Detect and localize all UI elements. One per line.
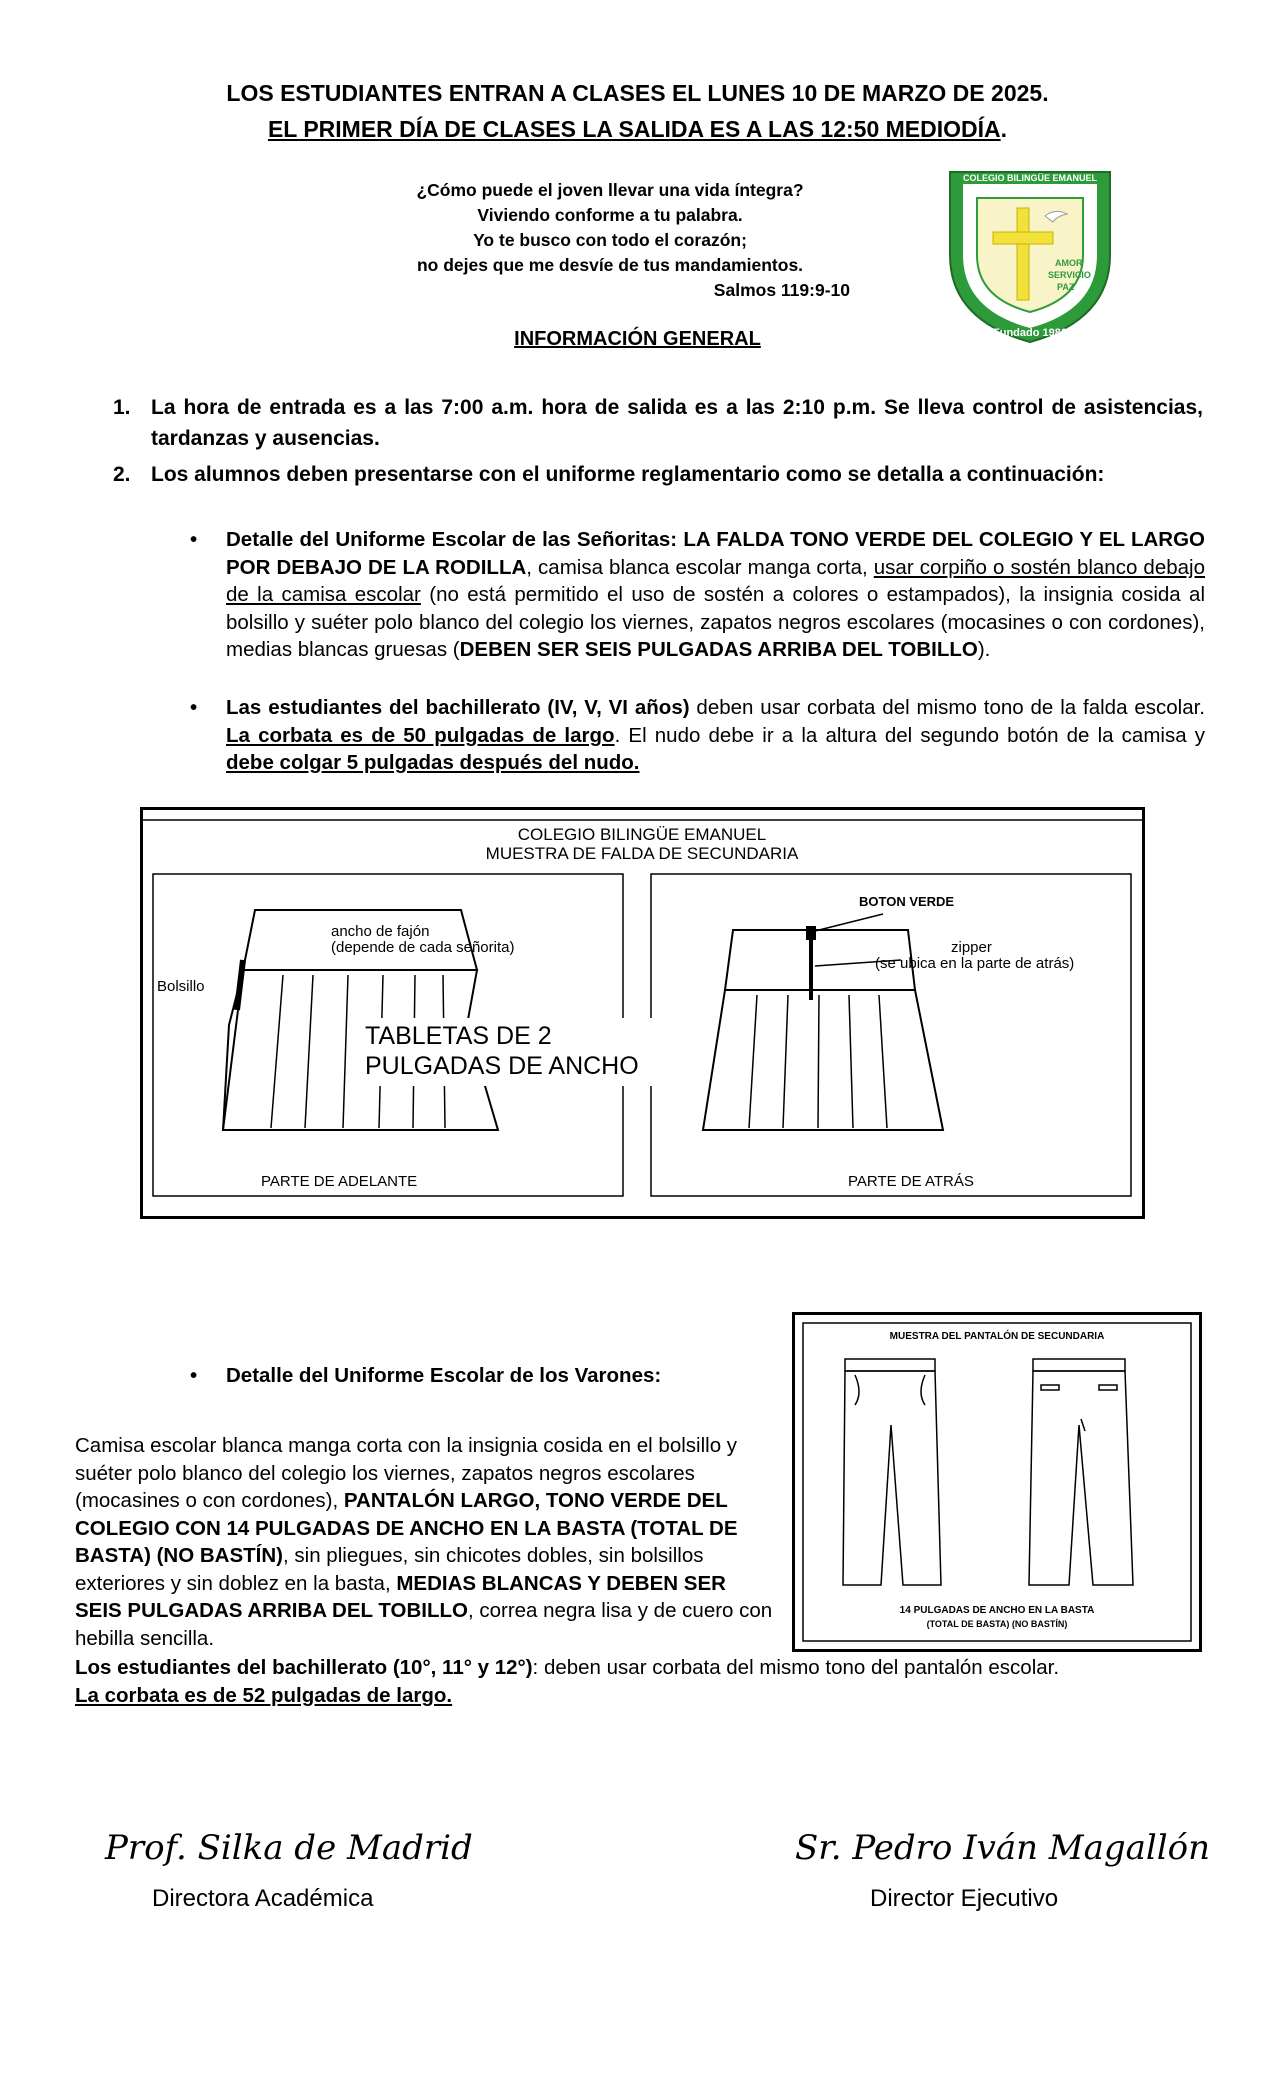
girls-text-1: , camisa blanca escolar manga corta,	[526, 555, 874, 579]
skirt-button-label: BOTON VERDE	[859, 894, 955, 909]
boys-pants-rule: PANTALÓN LARGO, TONO VERDE DEL COLEGIO CON 14 PULGADAS DE ANCHO EN LA BASTA (TOTAL DE BASTA) (NO BASTÍN)	[75, 1489, 738, 1567]
info-item-1-number: 1.	[113, 396, 131, 419]
info-item-1-text: La hora de entrada es a las 7:00 a.m. hora de salida es a las 2:10 p.m. Se lleva control de asistencias, tardanzas y ausencias.	[151, 396, 1203, 450]
role-academic-director: Directora Académica	[152, 1885, 374, 1912]
boys-socks-rule: MEDIAS BLANCAS Y DEBEN SER SEIS PULGADAS ARRIBA DEL TOBILLO	[75, 1571, 726, 1622]
boys-uniform-detail	[75, 1432, 775, 1652]
header-line-1: LOS ESTUDIANTES ENTRAN A CLASES EL LUNES 10 DE MARZO DE 2025.	[226, 80, 1049, 106]
bullet-icon: •	[190, 528, 198, 551]
boys-tie-heading: Los estudiantes del bachillerato (10°, 11° y 12°)	[75, 1656, 533, 1679]
logo-motto-3: PAZ	[1057, 282, 1075, 292]
girls-text-2: (no está permitido el uso de sostén a colores o estampados), la insignia cosida al bolsillo y suéter polo blanco del colegio los viernes, zapatos negros escolares (mocasines o con cordones), medias blancas gruesas (	[226, 583, 1205, 661]
skirt-waist-note: (depende de cada señorita)	[331, 939, 515, 956]
girls-tie-text-2: . El nudo debe ir a la altura del segundo botón de la camisa y	[614, 723, 1205, 747]
info-item-2-number: 2.	[113, 463, 131, 486]
skirt-pleats-label-1: TABLETAS DE 2	[365, 1022, 552, 1050]
girls-skirt-rule: LA FALDA TONO VERDE DEL COLEGIO Y EL LARGO POR DEBAJO DE LA RODILLA	[226, 528, 1205, 579]
signature-executive-director: Sr. Pedro Iván Magallón	[795, 1828, 1211, 1868]
pants-title: MUESTRA DEL PANTALÓN DE SECUNDARIA	[889, 1331, 1105, 1342]
girls-tie-length: La corbata es de 50 pulgadas de largo	[226, 723, 615, 747]
logo-motto-2: SERVICIO	[1048, 270, 1091, 280]
boys-tie-text: : deben usar corbata del mismo tono del pantalón escolar.	[532, 1656, 1060, 1679]
bullet-icon: •	[190, 1364, 198, 1387]
boys-tie-detail	[75, 1654, 1225, 1709]
skirt-zipper-note: (se ubica en la parte de atrás)	[875, 955, 1075, 972]
info-item-1	[113, 392, 1203, 454]
verse-reference: Salmos 119:9-10	[713, 280, 850, 300]
girls-tie-detail	[190, 694, 1205, 777]
skirt-title-1: COLEGIO BILINGÜE EMANUEL	[517, 825, 767, 844]
skirt-pleats-label-2: PULGADAS DE ANCHO	[365, 1052, 639, 1080]
boys-text-1: Camisa escolar blanca manga corta con la insignia cosida en el bolsillo y suéter polo blanco del colegio los viernes, zapatos negros escolares (mocasines o con cordones),	[75, 1434, 738, 1512]
role-executive-director: Director Ejecutivo	[870, 1885, 1059, 1912]
skirt-zipper-label: zipper	[951, 939, 992, 956]
skirt-diagram	[143, 810, 1142, 1216]
verse-line-4: no dejes que me desvíe de tus mandamientos.	[416, 255, 804, 275]
skirt-diagram-frame	[140, 807, 1145, 1219]
pants-front-drawing	[843, 1359, 941, 1585]
girls-tie-text-1: deben usar corbata del mismo tono de la falda escolar.	[689, 696, 1205, 719]
skirt-pocket-label: Bolsillo	[157, 978, 205, 995]
girls-bra-rule: usar corpiño o sostén blanco debajo de la camisa escolar	[226, 555, 1205, 606]
pants-diagram	[795, 1315, 1199, 1649]
girls-uniform-heading: Detalle del Uniforme Escolar de las Señoritas:	[226, 528, 684, 551]
skirt-waist-label: ancho de fajón	[331, 923, 430, 940]
girls-socks-rule: DEBEN SER SEIS PULGADAS ARRIBA DEL TOBILLO	[459, 638, 978, 661]
boys-uniform-heading: Detalle del Uniforme Escolar de los Varones:	[226, 1364, 662, 1387]
verse-line-2: Viviendo conforme a tu palabra.	[477, 205, 743, 225]
boys-uniform-heading-row	[190, 1362, 810, 1390]
info-item-2	[113, 459, 1203, 490]
boys-text-3: , correa negra lisa y de cuero con hebilla sencilla.	[75, 1599, 773, 1650]
verse-line-1: ¿Cómo puede el joven llevar una vida íntegra?	[416, 180, 804, 200]
skirt-front-caption: PARTE DE ADELANTE	[261, 1173, 418, 1190]
bullet-icon: •	[190, 696, 198, 719]
pants-back-drawing	[1029, 1359, 1133, 1585]
header-line-2-suffix: .	[1000, 116, 1008, 142]
school-crest-logo	[935, 160, 1125, 350]
header-line-2-text: EL PRIMER DÍA DE CLASES LA SALIDA ES A LAS 12:50 MEDIODÍA	[267, 116, 1001, 142]
girls-tie-hang: debe colgar 5 pulgadas después del nudo.	[226, 751, 640, 774]
logo-founded: Fundado 1986	[993, 327, 1067, 339]
info-item-2-text: Los alumnos deben presentarse con el uniforme reglamentario como se detalla a continuación:	[151, 463, 1105, 486]
pants-caption-2: (TOTAL DE BASTA) (NO BASTÍN)	[926, 1619, 1068, 1629]
girls-text-3: ).	[977, 638, 991, 661]
info-title: INFORMACIÓN GENERAL	[514, 328, 761, 350]
bible-verse	[330, 178, 890, 303]
signature-academic-director: Prof. Silka de Madrid	[105, 1828, 473, 1868]
verse-line-3: Yo te busco con todo el corazón;	[473, 230, 747, 250]
girls-tie-heading: Las estudiantes del bachillerato (IV, V, VI años)	[226, 696, 690, 719]
girls-uniform-detail	[190, 526, 1205, 664]
pants-caption-1: 14 PULGADAS DE ANCHO EN LA BASTA	[899, 1605, 1095, 1616]
skirt-back-caption: PARTE DE ATRÁS	[848, 1173, 974, 1190]
boys-tie-length: La corbata es de 52 pulgadas de largo.	[75, 1683, 453, 1707]
logo-ring-text: COLEGIO BILINGÜE EMANUEL	[962, 173, 1098, 183]
header-line-2	[0, 116, 1275, 143]
skirt-title-2: MUESTRA DE FALDA DE SECUNDARIA	[485, 844, 799, 863]
skirt-back-drawing	[703, 914, 943, 1130]
logo-motto-1: AMOR	[1055, 258, 1083, 268]
boys-text-2: , sin pliegues, sin chicotes dobles, sin bolsillos exteriores y sin doblez en la basta,	[75, 1544, 704, 1595]
pants-diagram-frame	[792, 1312, 1202, 1652]
